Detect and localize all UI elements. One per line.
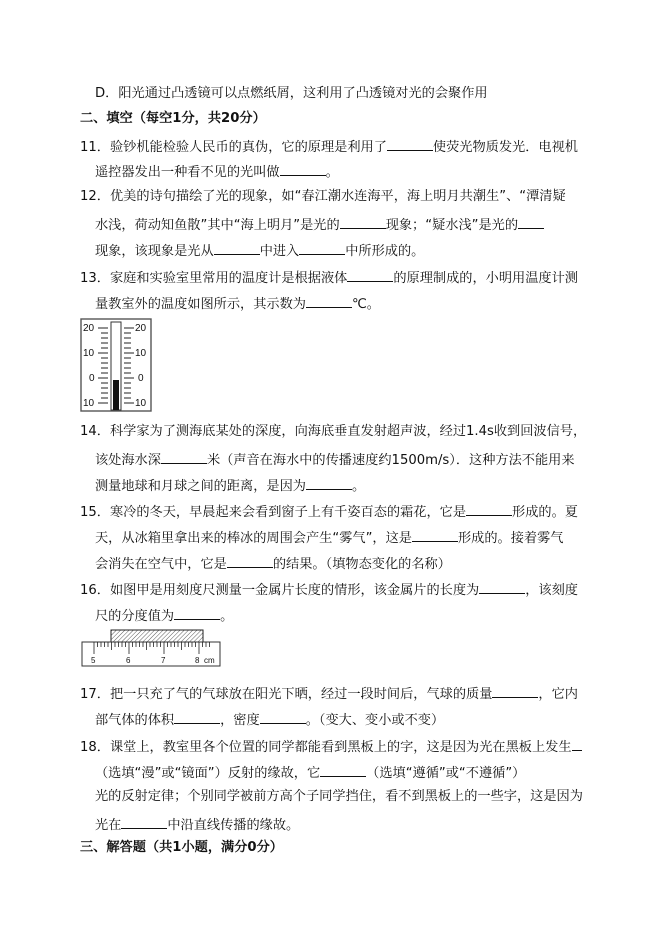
ruler-unit-label: cm <box>204 656 215 665</box>
q15-line-1: 15．寒冷的冬天，早晨起来会看到窗子上有千姿百态的霜花，它是 形成的。夏 <box>80 502 578 521</box>
thermo-right-label: 20 <box>135 323 147 334</box>
q11-line-1: 11．验钞机能检验人民币的真伪，它的原理是利用了 使荧光物质发光．电视机 <box>80 137 578 156</box>
q14-line-2: 该处海水深 米（声音在海水中的传播速度约1500m/s）．这种方法不能用来 <box>95 450 575 469</box>
q12-line-2: 水浅，荷动知鱼散”其中“海上明月”是光的 现象；“疑水浅”是光的 <box>95 215 544 234</box>
q17-line-1: 17．把一只充了气的气球放在阳光下晒，经过一段时间后，气球的质量 ，它内 <box>80 684 578 703</box>
thermo-right-label: 10 <box>135 348 147 359</box>
section-heading-answer: 三、解答题（共1小题，满分0分） <box>80 840 283 855</box>
q11-line-2: 遥控器发出一种看不见的光叫做 。 <box>95 162 339 181</box>
option-d: D．阳光通过凸透镜可以点燃纸屑，这利用了凸透镜对光的会聚作用 <box>95 86 488 101</box>
q12-line-1: 12．优美的诗句描绘了光的现象，如“春江潮水连海平，海上明月共潮生”、“潭清疑 <box>80 189 566 204</box>
q13-line-1: 13．家庭和实验室里常用的温度计是根据液体 的原理制成的，小明用温度计测 <box>80 268 578 287</box>
thermo-right-label: 10 <box>135 398 147 409</box>
thermometer-figure <box>80 318 152 416</box>
q13-line-2: 量教室外的温度如图所示，其示数为 ℃。 <box>95 294 380 313</box>
q18-line-3: 光的反射定律；个别同学被前方高个子同学挡住，看不到黑板上的一些字，这是因为 <box>95 789 583 804</box>
q18-line-2: （选填“漫”或“镜面”）反射的缘故，它 （选填“遵循”或“不遵循”） <box>95 763 525 782</box>
ruler-figure <box>80 628 222 674</box>
q16-line-2: 尺的分度值为 。 <box>95 606 233 625</box>
q15-line-3: 会消失在空气中，它是 的结果。（填物态变化的名称） <box>95 554 451 573</box>
ruler-label: 5 <box>91 656 96 665</box>
thermometer-liquid-column <box>113 380 119 410</box>
section-heading-fill-blank: 二、填空（每空1分，共20分） <box>80 111 266 126</box>
q15-line-2: 天，从冰箱里拿出来的棒冰的周围会产生“雾气”，这是 形成的。接着雾气 <box>95 528 563 547</box>
thermo-left-label: 20 <box>83 323 95 334</box>
ruler-label: 8 <box>195 656 200 665</box>
metal-piece <box>111 630 203 642</box>
ruler-label: 6 <box>126 656 131 665</box>
q14-line-1: 14．科学家为了测海底某处的深度，向海底垂直发射超声波，经过1.4s收到回波信号， <box>80 424 587 439</box>
thermo-left-label: 0 <box>89 373 95 384</box>
q18-line-1: 18．课堂上，教室里各个位置的同学都能看到黑板上的字，这是因为光在黑板上发生 <box>80 737 582 756</box>
q17-line-2: 部气体的体积 ，密度 。（变大、变小或不变） <box>95 710 444 729</box>
q16-line-1: 16．如图甲是用刻度尺测量一金属片长度的情形，该金属片的长度为 ，该刻度 <box>80 580 578 599</box>
ruler-label: 7 <box>161 656 166 665</box>
thermo-left-label: 10 <box>83 398 95 409</box>
q12-line-3: 现象，该现象是光从 中进入 中所形成的。 <box>95 241 424 260</box>
q18-line-4: 光在 中沿直线传播的缘故。 <box>95 815 299 834</box>
q14-line-3: 测量地球和月球之间的距离，是因为 。 <box>95 476 365 495</box>
thermo-right-label: 0 <box>138 373 144 384</box>
thermo-left-label: 10 <box>83 348 95 359</box>
